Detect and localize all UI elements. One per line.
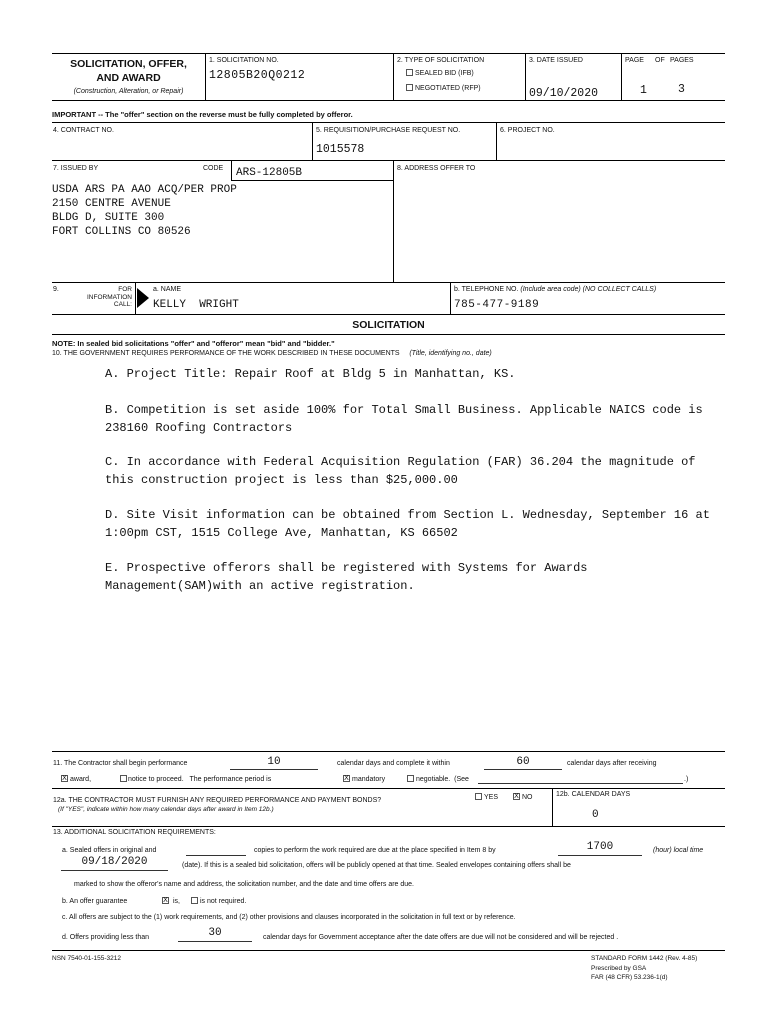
sealed-bid-label: SEALED BID (IFB) — [415, 70, 474, 77]
arrow-right-icon — [137, 288, 149, 308]
negotiable-label: negotiable. (See — [416, 776, 469, 783]
item-12a-sub: (If "YES", indicate within how many calendar days after award in Item 12b.) — [58, 806, 274, 813]
negotiable-checkbox[interactable] — [407, 775, 414, 782]
for-info-call-label: FOR INFORMATION CALL: — [86, 286, 132, 308]
pages-value[interactable]: 3 — [678, 83, 685, 96]
telephone-label: b. TELEPHONE NO. (Include area code) (NO COLLECT CALLS) — [454, 286, 657, 293]
bid-note: NOTE: In sealed bid solicitations "offer" and "offeror" mean "bid" and "bidder." — [52, 339, 335, 348]
due-hour-value[interactable]: 1700 — [586, 841, 614, 853]
bonds-yes-checkbox[interactable] — [475, 793, 482, 800]
guarantee-is-label: is, — [173, 898, 180, 905]
sealed-offers-text: a. Sealed offers in original and — [62, 847, 157, 854]
project-no-label: 6. PROJECT NO. — [500, 127, 555, 134]
form-subtitle: (Construction, Alteration, or Repair) — [73, 88, 184, 95]
contract-no-label: 4. CONTRACT NO. — [53, 127, 114, 134]
solicitation-no-label: 1. SOLICITATION NO. — [209, 57, 279, 64]
date-issued-value[interactable]: 09/10/2020 — [529, 87, 599, 100]
form-number-label: STANDARD FORM 1442 (Rev. 4-85) Prescribed by GSA FAR (48 CFR) 53.236-1(d) — [591, 955, 698, 981]
calendar-days-label: 12b. CALENDAR DAYS — [556, 791, 631, 798]
guarantee-isnot-label: is not required. — [200, 898, 247, 905]
negotiated-label: NEGOTIATED (RFP) — [415, 85, 481, 92]
issued-by-label: 7. ISSUED BY — [53, 165, 99, 172]
issuer-address[interactable]: USDA ARS PA AAO ACQ/PER PROP 2150 CENTRE AVENUE BLDG D, SUITE 300 FORT COLLINS CO 80526 — [52, 184, 237, 238]
complete-within-text: calendar days and complete it within — [337, 760, 450, 767]
nsn-label: NSN 7540-01-155-3212 — [52, 955, 122, 962]
name-label: a. NAME — [153, 286, 182, 293]
page-label: PAGE — [625, 57, 644, 64]
requirements-text: c. All offers are subject to the (1) work requirements, and (2) other provisions and clauses incorporated in the solicitation in full text or by reference. — [62, 914, 516, 921]
notice-label: notice to proceed. The performance period is — [128, 776, 272, 783]
mandatory-checkbox[interactable]: X — [344, 775, 349, 782]
of-label: OF — [655, 57, 665, 64]
negotiated-checkbox[interactable] — [406, 84, 413, 91]
due-date-value[interactable]: 09/18/2020 — [81, 856, 148, 868]
telephone-value[interactable]: 785-477-9189 — [454, 299, 540, 311]
item-9-label: 9. — [53, 286, 59, 293]
begin-days-value[interactable]: 10 — [267, 756, 281, 768]
copies-text: copies to perform the work required are due at the place specified in Item 8 by — [254, 847, 496, 854]
item-13-label: 13. ADDITIONAL SOLICITATION REQUIREMENTS: — [53, 829, 216, 836]
acceptance-days-value[interactable]: 30 — [208, 927, 222, 939]
award-label: award, — [70, 776, 92, 783]
important-note: IMPORTANT -- The "offer" section on the reverse must be fully completed by offeror. — [52, 110, 353, 119]
notice-to-proceed-checkbox[interactable] — [120, 775, 127, 782]
pages-label: PAGES — [670, 57, 694, 64]
form-title-2: AND AWARD — [96, 72, 161, 84]
bonds-no-label: NO — [522, 794, 533, 801]
issuer-code-value[interactable]: ARS-12805B — [236, 167, 303, 179]
after-receiving-text: calendar days after receiving — [567, 760, 657, 767]
complete-days-value[interactable]: 60 — [516, 756, 530, 768]
contact-name-value[interactable]: KELLY WRIGHT — [153, 299, 239, 311]
page-value[interactable]: 1 — [640, 84, 647, 97]
marked-text: marked to show the offeror's name and address, the solicitation number, and the date and time offers are due. — [74, 881, 415, 888]
form-title: SOLICITATION, OFFER, — [70, 58, 187, 70]
guarantee-isnot-checkbox[interactable] — [191, 897, 198, 904]
code-label: CODE — [203, 165, 224, 172]
item-11-text: 11. The Contractor shall begin performance — [53, 760, 188, 767]
guarantee-is-checkbox[interactable]: X — [163, 897, 168, 904]
calendar-days-value[interactable]: 0 — [592, 809, 599, 821]
solicitation-no-value[interactable]: 12805B20Q0212 — [209, 69, 306, 82]
item-10-label: 10. THE GOVERNMENT REQUIRES PERFORMANCE OF THE WORK DESCRIBED IN THESE DOCUMENTS (Title, identifying no., date) — [52, 350, 492, 357]
bonds-yes-label: YES — [484, 794, 499, 801]
section-title: SOLICITATION — [352, 319, 425, 331]
mandatory-label: mandatory — [352, 776, 386, 783]
award-checkbox[interactable]: X — [62, 775, 67, 782]
offer-guarantee-text: b. An offer guarantee — [62, 898, 128, 905]
sealed-bid-checkbox[interactable] — [406, 69, 413, 76]
solicitation-type-label: 2. TYPE OF SOLICITATION — [397, 57, 485, 64]
address-offer-to-label: 8. ADDRESS OFFER TO — [397, 165, 476, 172]
see-close: .) — [684, 776, 689, 783]
offers-less-than-text: d. Offers providing less than — [62, 934, 150, 941]
requisition-no-value[interactable]: 1015578 — [316, 143, 365, 156]
requisition-no-label: 5. REQUISITION/PURCHASE REQUEST NO. — [316, 127, 461, 134]
acceptance-text: calendar days for Government acceptance after the date offers are due will not be considered and will be rejected . — [263, 934, 619, 941]
item-12a-label: 12a. THE CONTRACTOR MUST FURNISH ANY REQUIRED PERFORMANCE AND PAYMENT BONDS? — [53, 797, 382, 804]
hour-local-time-label: (hour) local time — [653, 847, 704, 854]
bonds-no-checkbox[interactable]: X — [514, 793, 519, 800]
date-note-text: (date). If this is a sealed bid solicitation, offers will be publicly opened at that time. Sealed envelopes containing offers shall be — [182, 862, 571, 869]
date-issued-label: 3. DATE ISSUED — [529, 57, 583, 64]
